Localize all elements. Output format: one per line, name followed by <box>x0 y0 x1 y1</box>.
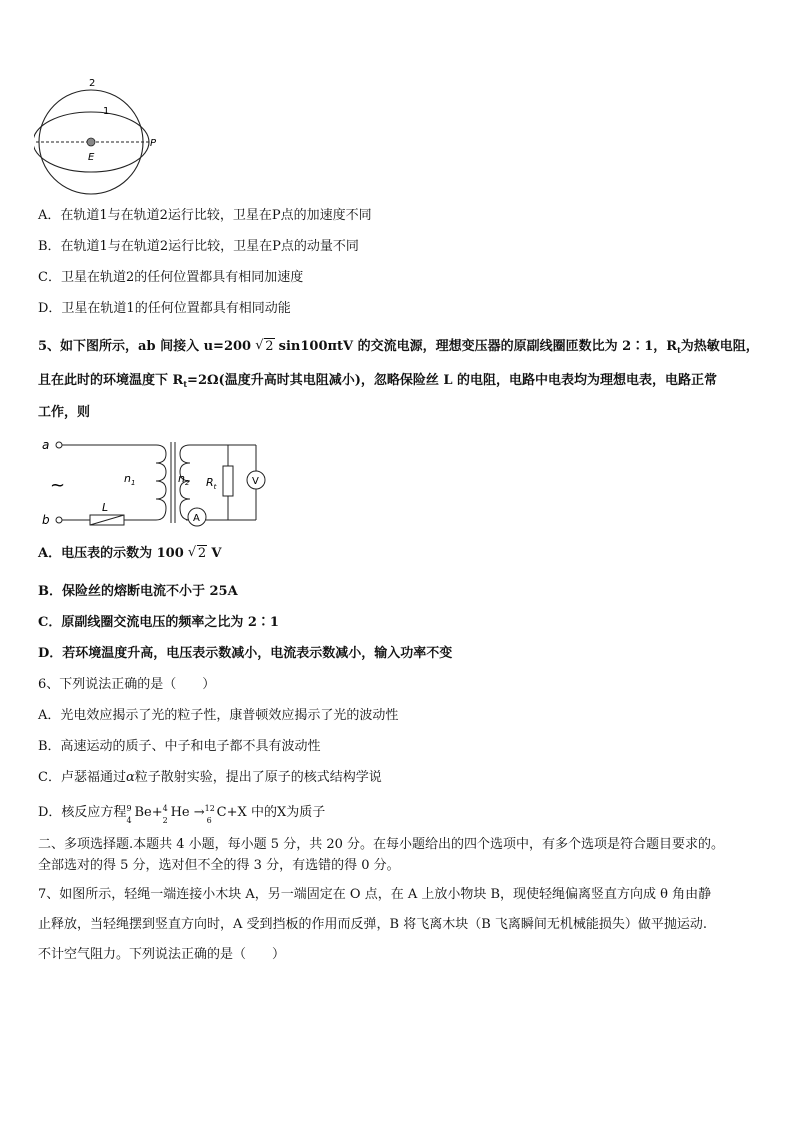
q5-stem-line3: 工作，则 <box>38 405 91 420</box>
terminal-a-label: a <box>42 438 50 452</box>
section2-line1: 二、多项选择题.本题共 4 小题，每小题 5 分，共 20 分。在每小题给出的四个选项中，有多个选项是符合题目要求的。 <box>38 837 725 852</box>
q6-option-c-b: 粒子散射实验，提出了原子的核式结构学说 <box>134 770 382 785</box>
q5-option-c: C．原副线圈交流电压的频率之比为 2∶1 <box>38 615 279 630</box>
q7-line2: 止释放，当轻绳摆到竖直方向时，A 受到挡板的作用而反弹，B 将飞离木块（B 飞离瞬间无机械能损失）做平抛运动. <box>38 917 708 932</box>
q5-stem-c: 为热敏电阻， <box>680 339 759 354</box>
earth-dot <box>87 138 95 146</box>
orbit-diagram <box>34 74 174 199</box>
q6-option-c-a: C．卢瑟福通过 <box>38 770 126 785</box>
q6-option-d-x: X <box>276 805 287 820</box>
q4-option-a: A．在轨道1与在轨道2运行比较，卫星在P点的加速度不同 <box>38 208 372 223</box>
q4-option-c: C．卫星在轨道2的任何位置都具有相同加速度 <box>38 270 304 285</box>
q6-option-d-a: D．核反应方程 <box>38 805 127 820</box>
thermistor-Rt <box>223 466 233 496</box>
orbit-1-label: 1 <box>103 106 110 117</box>
terminal-a <box>56 442 62 448</box>
section2-line2: 全部选对的得 5 分，选对但不全的得 3 分，有选错的得 0 分。 <box>38 858 400 873</box>
q6-option-d-b: 中的 <box>250 805 277 820</box>
q5-option-a-unit: V <box>211 546 222 561</box>
q7-line1: 7、如图所示，轻绳一端连接小木块 A，另一端固定在 O 点，在 A 上放小物块 B，现使轻绳偏离竖直方向成 θ 角由静 <box>38 887 712 902</box>
q5-stem-b: sin100πtV 的交流电源，理想变压器的原副线圈匝数比为 2∶1，R <box>278 339 678 354</box>
n1-label: $n_1$ <box>124 472 136 487</box>
n2-text: $n_2$ <box>178 472 190 487</box>
q6-option-c <box>38 769 382 787</box>
ammeter-label: A <box>193 513 200 524</box>
q5-stem-rt-sub: t <box>677 345 681 355</box>
q6-option-a: A．光电效应揭示了光的粒子性，康普顿效应揭示了光的波动性 <box>38 708 399 723</box>
primary-coil <box>156 445 166 520</box>
q5-line2-a: 且在此时的环境温度下 R <box>38 373 184 388</box>
q5-option-a-text: A．电压表的示数为 100 <box>38 546 184 561</box>
orbit-2-label: 2 <box>89 78 96 89</box>
q6-stem: 6、下列说法正确的是（ ） <box>38 677 216 692</box>
voltmeter-label: V <box>252 476 259 487</box>
q5-option-a-sqrt: √ 2 <box>188 545 207 563</box>
q4-option-d: D．卫星在轨道1的任何位置都具有相同动能 <box>38 301 291 316</box>
q5-option-a <box>38 545 221 563</box>
point-p-label: P <box>150 138 157 149</box>
q5-stem-a: 5、如下图所示，ab 间接入 u=200 <box>38 339 252 354</box>
q5-stem-line2 <box>38 372 717 393</box>
rt-label: $R_t$ <box>206 476 217 491</box>
q5-option-d: D．若环境温度升高，电压表示数减小，电流表示数减小，输入功率不变 <box>38 646 453 661</box>
fuse-label: L <box>102 501 109 514</box>
q4-option-b: B．在轨道1与在轨道2运行比较，卫星在P点的动量不同 <box>38 239 359 254</box>
q6-option-d-c: 为质子 <box>286 805 326 820</box>
q5-option-b: B．保险丝的熔断电流不小于 25A <box>38 584 238 599</box>
q5-line2-sub: t <box>183 379 188 389</box>
earth-label: E <box>88 152 95 163</box>
q7-line3: 不计空气阻力。下列说法正确的是（ ） <box>38 947 286 962</box>
terminal-b-label: b <box>42 513 50 527</box>
terminal-b <box>56 517 62 523</box>
ac-source-tilde: ~ <box>50 475 66 496</box>
q5-stem-sqrt: √ 2 <box>255 338 274 356</box>
q5-stem-line1 <box>38 338 759 359</box>
nuclear-equation: 9 4 Be+ 4 2 He → 12 6 C+X <box>126 804 247 825</box>
q6-option-d <box>38 804 326 825</box>
q5-line2-b: =2Ω(温度升高时其电阻减小)，忽略保险丝 L 的电阻，电路中电表均为理想电表，电路正常 <box>187 373 718 388</box>
transformer-circuit <box>38 432 278 532</box>
q6-option-b: B．高速运动的质子、中子和电子都不具有波动性 <box>38 739 321 754</box>
fuse-L <box>90 515 124 525</box>
q6-option-c-alpha: α <box>125 770 135 785</box>
